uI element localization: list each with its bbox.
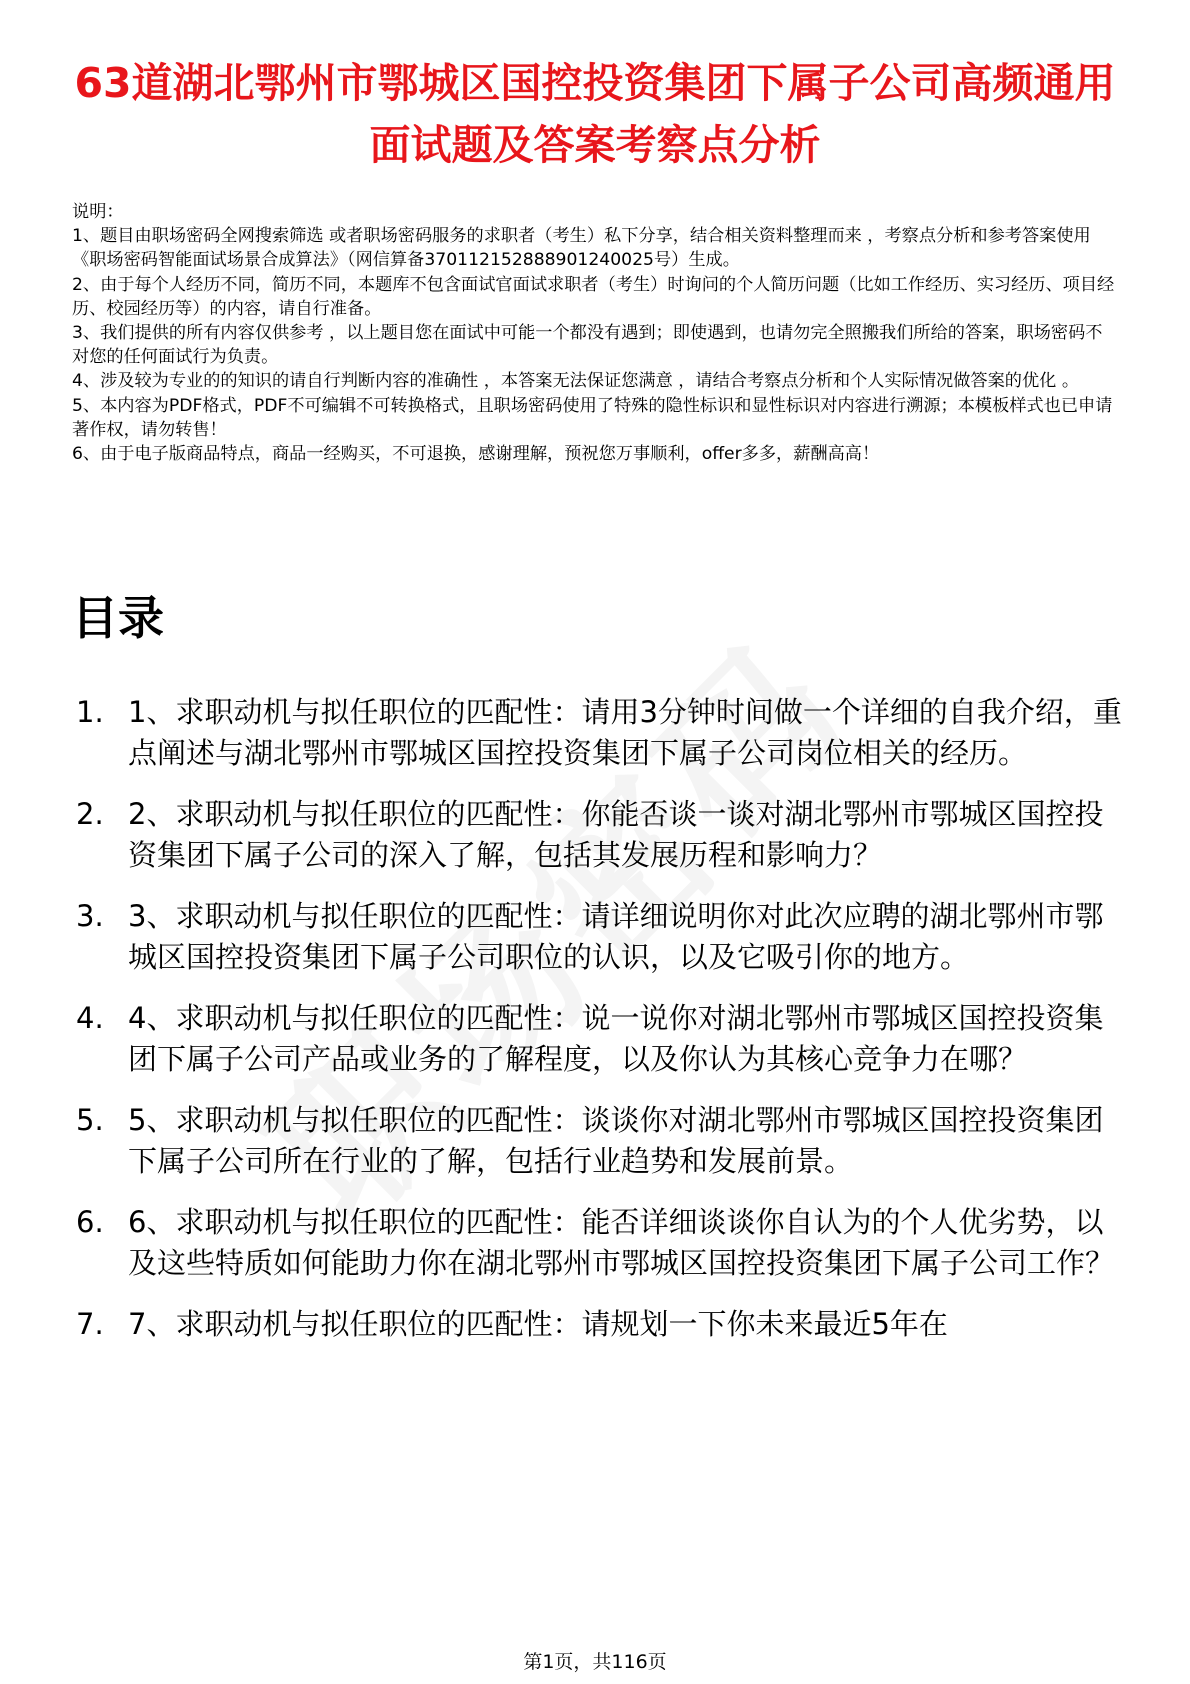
toc-item-number: 2. [76, 797, 104, 831]
toc-item[interactable] [76, 1304, 1126, 1345]
toc-item[interactable] [76, 1202, 1126, 1284]
toc-item[interactable] [76, 998, 1126, 1080]
toc-item[interactable] [76, 896, 1126, 978]
note-item: 6、由于电子版商品特点，商品一经购买，不可退换，感谢理解，预祝您万事顺利，offer多多，薪酬高高！ [72, 444, 880, 465]
toc-item-number: 5. [76, 1103, 104, 1137]
toc-item-number: 6. [76, 1205, 104, 1239]
toc-item-number: 7. [76, 1307, 104, 1341]
note-item: 3、我们提供的所有内容仅供参考 ，以上题目您在面试中可能一个都没有遇到；即使遇到，也请勿完全照搬我们所给的答案，职场密码不对您的任何面试行为负责。 [72, 323, 1103, 368]
note-item: 4、涉及较为专业的的知识的请自行判断内容的准确性 ，本答案无法保证您满意 ，请结合考察点分析和个人实际情况做答案的优化 。 [72, 371, 1080, 392]
document-title: 63道湖北鄂州市鄂城区国控投资集团下属子公司高频通用面试题及答案考察点分析 [74, 59, 1116, 169]
page-footer: 第1页，共116页 [523, 1651, 667, 1673]
toc-item-text: 2、求职动机与拟任职位的匹配性：你能否谈一谈对湖北鄂州市鄂城区国控投资集团下属子公司的深入了解，包括其发展历程和影响力？ [128, 797, 1104, 872]
notes-section [72, 200, 1118, 466]
toc-item-text: 7、求职动机与拟任职位的匹配性：请规划一下你未来最近5年在 [128, 1307, 948, 1341]
toc-item-text: 5、求职动机与拟任职位的匹配性：谈谈你对湖北鄂州市鄂城区国控投资集团下属子公司所在行业的了解，包括行业趋势和发展前景。 [128, 1103, 1104, 1178]
notes-heading: 说明： [72, 202, 124, 222]
toc-item-text: 1、求职动机与拟任职位的匹配性：请用3分钟时间做一个详细的自我介绍，重点阐述与湖北鄂州市鄂城区国控投资集团下属子公司岗位相关的经历。 [128, 695, 1122, 770]
toc-item-number: 4. [76, 1001, 104, 1035]
toc-list [76, 692, 1126, 1365]
toc-item-number: 1. [76, 695, 104, 729]
toc-item[interactable] [76, 794, 1126, 876]
note-item: 5、本内容为PDF格式，PDF不可编辑不可转换格式，且职场密码使用了特殊的隐性标识和显性标识对内容进行溯源；本模板样式也已申请著作权，请勿转售！ [72, 395, 1113, 440]
toc-item-number: 3. [76, 899, 104, 933]
note-item: 1、题目由职场密码全网搜索筛选 或者职场密码服务的求职者（考生）私下分享，结合相关资料整理而来 ，考察点分析和参考答案使用《职场密码智能面试场景合成算法》（网信算备370112152888901240025号）生成。 [72, 226, 1091, 271]
toc-item[interactable] [76, 692, 1126, 774]
toc-heading: 目录 [72, 591, 164, 645]
toc-item-text: 6、求职动机与拟任职位的匹配性：能否详细谈谈你自认为的个人优劣势，以及这些特质如何能助力你在湖北鄂州市鄂城区国控投资集团下属子公司工作？ [128, 1205, 1115, 1280]
toc-item-text: 3、求职动机与拟任职位的匹配性：请详细说明你对此次应聘的湖北鄂州市鄂城区国控投资集团下属子公司职位的认识，以及它吸引你的地方。 [128, 899, 1104, 974]
note-item: 2、由于每个人经历不同，简历不同，本题库不包含面试官面试求职者（考生）时询问的个人简历问题（比如工作经历、实习经历、项目经历、校园经历等）的内容，请自行准备。 [72, 274, 1115, 319]
toc-item-text: 4、求职动机与拟任职位的匹配性：说一说你对湖北鄂州市鄂城区国控投资集团下属子公司产品或业务的了解程度，以及你认为其核心竞争力在哪？ [128, 1001, 1104, 1076]
toc-item[interactable] [76, 1100, 1126, 1182]
